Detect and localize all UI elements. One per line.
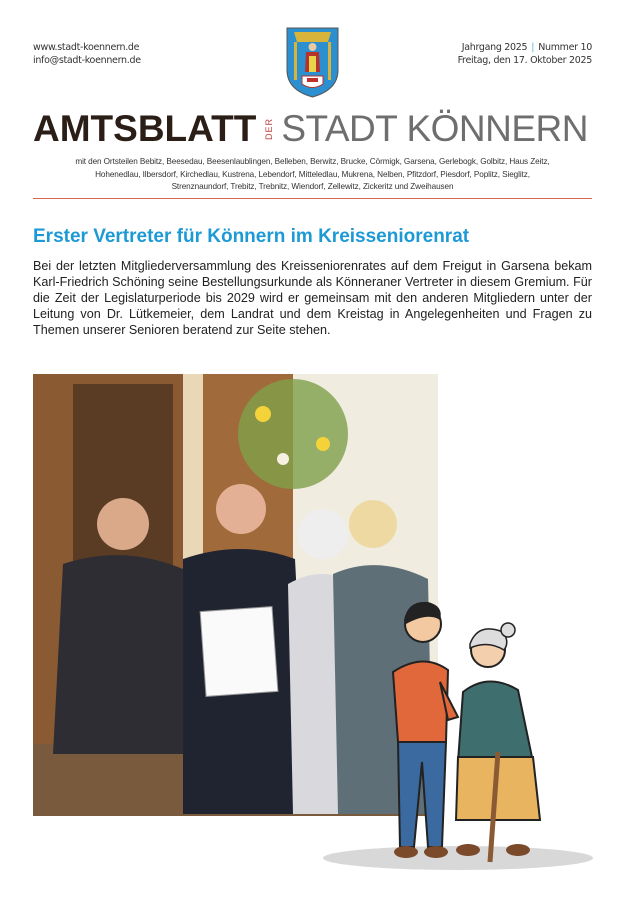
- contact-info: [33, 41, 141, 67]
- article-body: Bei der letzten Mitgliederversammlung des Kreisseniorenrates auf dem Freigut in Garsena bekam Karl-Friedrich Schöning seine Bestellungsurkunde als Könneraner Vertreter in diesem Gremium. Für die Zeit der Legislaturperiode bis 2029 wird er gemeinsam mit den anderen Mitgliedern unter der Leitung von Dr. Lütkemeier, dem Landrat und dem Kreistag in Angelegenheiten und Fragen zu Themen unserer Senioren beratend zur Seite stehen.: [33, 259, 592, 337]
- districts-line: Hohenedlau, Ilbersdorf, Kirchedlau, Kustrena, Lebendorf, Mitteledlau, Mukrena, Nelben, Pfitzdorf, Piesdorf, Poplitz, Sieglitz,: [95, 169, 530, 179]
- volume: Jahrgang 2025: [461, 42, 528, 53]
- separator: |: [531, 42, 535, 53]
- seniors-illustration: [318, 592, 598, 872]
- masthead-city: STADT KÖNNERN: [281, 108, 588, 149]
- issue-info: [458, 41, 592, 67]
- masthead-title: AMTSBLATT: [33, 108, 257, 149]
- districts-list: [20, 156, 605, 194]
- coat-of-arms-logo: [284, 26, 341, 98]
- masthead: [33, 108, 588, 150]
- districts-line: Strenznaundorf, Trebitz, Trebnitz, Wiendorf, Zellewitz, Zickeritz und Zweihausen: [171, 182, 454, 191]
- masthead-der: DER: [264, 117, 275, 140]
- districts-line: mit den Ortsteilen Bebitz, Beesedau, Beesenlaublingen, Belleben, Berwitz, Brucke, Cörmigk, Garsena, Gerlebogk, Golbitz, Haus Zeitz,: [75, 157, 550, 166]
- header-divider: [33, 198, 592, 199]
- email-link[interactable]: info@stadt-koennern.de: [33, 55, 141, 66]
- issue-number: Nummer 10: [538, 42, 592, 53]
- issue-date: Freitag, den 17. Oktober 2025: [457, 55, 592, 66]
- website-link[interactable]: www.stadt-koennern.de: [33, 42, 140, 53]
- article-headline: Erster Vertreter für Könnern im Kreisseniorenrat: [33, 226, 470, 247]
